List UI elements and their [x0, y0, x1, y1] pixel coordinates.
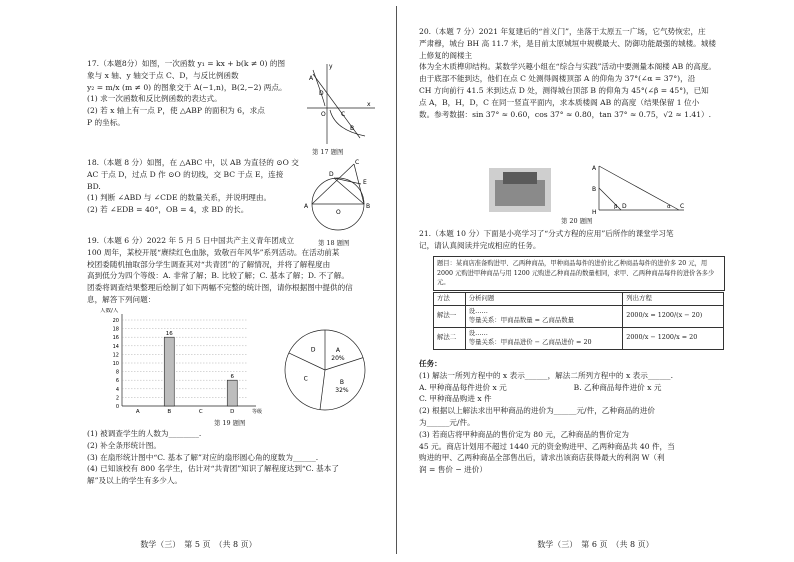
x-tick-label: D [230, 409, 235, 415]
q21-option-b: B. 乙种商品每件进价 x 元 [573, 382, 662, 392]
pie-slice-label: C [303, 375, 308, 383]
q20-line: 点 A，B，H，D，C 在同一竖直平面内，求本质楼阁 AB 的高度（结果保留 1 位小 [419, 97, 700, 107]
q18-line: 18.（本题 8 分）如图，在 △ABC 中，以 AB 为直径的 ⊙O 交 [87, 158, 299, 167]
q17-line: P 的坐标。 [87, 117, 125, 127]
table-header-row [434, 293, 724, 306]
svg-text:A: A [304, 203, 309, 210]
q18-caption: 第 18 题图 [318, 239, 350, 247]
y-tick-label: 20 [112, 318, 119, 324]
q21-method-table [433, 292, 724, 350]
q21-task: 购进的甲、乙两种商品全部售出后，请求出该商店获得最大的利润 W（利 [419, 453, 665, 463]
svg-text:B: B [366, 203, 371, 210]
q20-line: 体为全木质榫卯结构。某数学兴趣小组在“综合与实践”活动中要测量本阁楼 AB 的高度。 [419, 62, 717, 72]
y-tick-label: 4 [115, 386, 119, 393]
pie-slice-label: A [335, 347, 340, 355]
svg-text:C: C [355, 159, 360, 166]
svg-text:A: A [309, 75, 314, 82]
pie-slice-label: D [310, 346, 316, 354]
svg-text:D: D [622, 203, 627, 210]
right-footer: 数学（三） 第 6 页 （共 8 页） [537, 540, 654, 549]
q19-answer: (1) 被调查学生的人数为________. [87, 429, 202, 438]
q20-line: 由于底部不能到达，他们在点 C 处测得阁楼顶部 A 的仰角为 37°(∠α = 37°)，沿 [419, 74, 696, 84]
question-20 [419, 26, 719, 120]
table-header: 方法 [434, 293, 466, 306]
pie-slice-value: 20% [331, 355, 345, 363]
y-tick-label: 14 [112, 343, 119, 350]
q21-task: (1) 解法一所列方程中的 x 表示______，解法二所列方程中的 x 表示______. [419, 370, 674, 380]
pie-slice-label: B [339, 379, 345, 387]
q19-line: 息，解答下列问题： [87, 294, 156, 304]
q21-tasks [419, 358, 719, 476]
svg-text:B: B [350, 125, 355, 132]
y-tick-label: 6 [115, 378, 119, 385]
x-tick-label: A [135, 409, 140, 415]
q21-task-title: 任务： [419, 359, 442, 368]
x-tick-label: C [198, 409, 203, 415]
q17-line: (1) 求一次函数和反比例函数的表达式。 [87, 94, 222, 104]
x-tick-label: B [167, 409, 172, 415]
svg-text:y: y [329, 63, 333, 70]
q18-figure [304, 158, 384, 236]
y-tick-label: 10 [112, 361, 119, 367]
y-tick-label: 0 [115, 404, 119, 410]
q20-figure [489, 160, 689, 216]
q17-line: (2) 若 x 轴上有一点 P，使 △ABP 的面积为 6，求点 [87, 106, 265, 116]
q21-problem: 题目：某商店准备购进甲、乙两种商品，甲种商品每件的进价比乙种商品每件的进价多 20 元，用 2000 元购进甲种商品与用 1200 元购进乙种商品的数量相同，求甲、乙两种商品每件的进价各多少元。 [437, 260, 715, 286]
q20-line: 数。参考数据：sin 37° ≈ 0.60，cos 37° ≈ 0.80，tan 37° ≈ 0.75，√2 ≈ 1.41）. [419, 109, 712, 119]
svg-text:O: O [321, 111, 326, 118]
question-19 [87, 235, 387, 306]
table-header: 分析问题 [465, 293, 623, 306]
svg-text:D: D [329, 171, 334, 178]
q17-line: y₂ = m/x (m ≠ 0) 的图象交于 A(−1,n)，B(2,−2) 两点。 [87, 82, 287, 92]
q18-line: BD. [87, 181, 101, 191]
q20-line: CH 方向前行 41.5 米到达点 D 处，测得城台顶部 B 的仰角为 45°(∠β = 45°)，已知 [419, 85, 709, 95]
y-tick-label: 2 [115, 395, 119, 402]
q21-line: 21.（本题 10 分）下面是小亮学习了“分式方程的应用”后所作的课堂学习笔 [419, 229, 674, 238]
svg-text:α: α [667, 204, 671, 210]
y-axis-label: 人数/人 [100, 308, 119, 314]
question-17 [87, 58, 315, 129]
q18-line: (2) 若 ∠EDB = 40°，OB = 4，求 BD 的长。 [87, 205, 249, 215]
q21-task: 45 元。商店计划用不超过 1440 元的资金购进甲、乙两种商品共 40 件，当 [419, 441, 675, 451]
q20-caption: 第 20 题图 [561, 217, 593, 225]
left-footer: 数学（三） 第 5 页 （共 8 页） [140, 540, 257, 549]
table-cell-text: 设…… [468, 306, 488, 315]
y-tick-label: 18 [112, 326, 119, 333]
x-axis-label: 等级 [252, 409, 263, 415]
svg-text:D: D [319, 90, 324, 97]
q21-option-c: C. 甲种商品购进 x 件 [419, 394, 492, 404]
table-cell-text: 等量关系：甲商品进价 − 乙商品进价 = 20 [468, 338, 592, 346]
q20-line: 20.（本题 7 分）2021 年复建后的“首义门”，坐落于太原五一广场，它气势恢宏，庄 [419, 27, 706, 36]
q21-task: (2) 根据以上解法求出甲种商品的进价为______元/件，乙种商品的进价 [419, 406, 655, 416]
table-cell [465, 305, 623, 327]
q21-option-a: A. 甲种商品每件进价 x 元 [419, 382, 507, 392]
q19-line: 团委将调查结果整理后绘制了如下两幅不完整的统计图，请你根据图中提供的信 [87, 283, 353, 293]
svg-text:O: O [336, 209, 341, 216]
y-tick-label: 8 [115, 369, 119, 376]
table-cell-text: 等量关系：甲商品数量 = 乙商品数量 [468, 316, 575, 324]
table-header: 列出方程 [623, 293, 724, 306]
q19-answer: (4) 已知该校有 800 名学生，估计对“共青团”知识了解程度达到“C. 基本了 [87, 464, 339, 474]
table-cell: 2000/x = 1200/(x − 20) [623, 305, 724, 327]
q21-option [419, 382, 719, 394]
q17-caption: 第 17 题图 [312, 148, 344, 156]
q19-line: 19.（本题 6 分）2022 年 5 月 5 日中国共产主义青年团成立 [87, 236, 295, 245]
q19-line: 校团委随机抽取部分学生调查其对“共青团”的了解情况，并将了解程度由 [87, 259, 331, 269]
table-cell [465, 327, 623, 349]
q19-line: 100 周年，某校开展“赓续红色血脉，致敬百年风华”系列活动。在活动前某 [87, 247, 340, 257]
bar-data-label: 16 [165, 331, 173, 338]
bar [227, 380, 237, 406]
q18-line: AC 于点 D，过点 D 作 ⊙O 的切线，交 BC 于点 E，连接 [87, 169, 284, 179]
q19-answer: (3) 在扇形统计图中“C. 基本了解”对应的扇形圆心角的度数为______. [87, 452, 319, 462]
table-cell: 解法一 [434, 305, 466, 327]
svg-text:x: x [367, 101, 371, 108]
q19-caption: 第 19 题图 [214, 419, 246, 427]
svg-text:B: B [592, 186, 597, 193]
table-cell: 解法二 [434, 327, 466, 349]
q17-figure [305, 60, 377, 145]
question-18 [87, 157, 315, 216]
q19-bar-chart [96, 308, 266, 418]
q21-problem-box [433, 256, 725, 291]
svg-text:H: H [592, 209, 597, 216]
table-row [434, 305, 724, 327]
svg-text:C: C [341, 111, 346, 118]
q17-line: 象与 x 轴、y 轴交于点 C、D，与反比例函数 [87, 70, 239, 80]
q19-answers [87, 428, 387, 487]
q21-task: (3) 若商店将甲种商品的售价定为 80 元，乙种商品的售价定为 [419, 429, 629, 439]
bar-data-label: 6 [230, 374, 234, 381]
svg-text:E: E [363, 179, 367, 186]
y-tick-label: 16 [112, 335, 119, 342]
q19-line: 高到低分为四个等级：A. 非常了解；B. 比较了解；C. 基本了解；D. 不了解。 [87, 271, 349, 281]
pie-slice-value: 32% [335, 387, 349, 395]
table-cell-text: 设…… [468, 328, 488, 337]
bar [164, 337, 174, 406]
table-row [434, 327, 724, 349]
q19-answer: (2) 补全条形统计图。 [87, 440, 161, 450]
svg-text:β: β [614, 204, 618, 210]
y-tick-label: 12 [112, 352, 119, 359]
right-page [397, 0, 794, 562]
table-cell: 2000/x − 1200/x = 20 [623, 327, 724, 349]
q18-line: (1) 判断 ∠ABD 与 ∠CDE 的数量关系，并说明理由。 [87, 193, 272, 203]
q19-answer: 解”及以上的学生有多少人。 [87, 476, 183, 486]
q19-pie-chart [280, 325, 370, 415]
q21-line: 记，请认真阅读并完成相应的任务。 [419, 240, 541, 250]
q17-line: 17.（本题8分）如图，一次函数 y₁ = kx + b(k ≠ 0) 的图 [87, 59, 286, 68]
svg-text:A: A [592, 165, 597, 172]
svg-text:C: C [680, 203, 685, 210]
q20-line: 严肃穆，城台 BH 高 11.7 米，是目前太原城垣中规模最大、防御功能最强的城楼。城楼上修复的阁楼主 [419, 38, 716, 60]
q21-task: 润 = 售价 − 进价） [419, 465, 487, 475]
q21-task: 为______元/件。 [419, 417, 475, 427]
question-21 [419, 228, 719, 252]
